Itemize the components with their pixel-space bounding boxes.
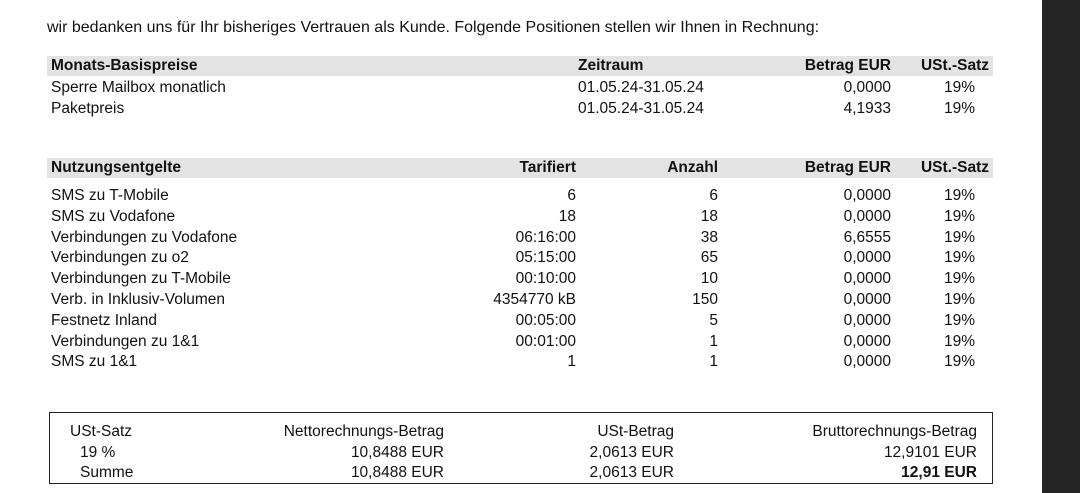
row-ust: 19%: [943, 99, 975, 117]
row-anzahl: 10: [700, 270, 718, 288]
row-anzahl: 65: [700, 249, 718, 267]
summary-rate-brutto: 12,9101 EUR: [883, 443, 977, 461]
row-betrag: 0,0000: [843, 207, 891, 225]
row-tarifiert: 06:16:00: [515, 228, 576, 246]
summary-total-row: [50, 463, 992, 484]
summary-rate-ustbetrag: 2,0613 EUR: [589, 443, 674, 461]
summary-header-ust: USt-Satz: [70, 423, 133, 440]
nutzung-header-betrag: Betrag EUR: [804, 159, 891, 176]
basis-table: [47, 56, 993, 120]
table-row: [47, 311, 993, 332]
row-betrag: 0,0000: [843, 290, 891, 308]
basis-header-name: Monats-Basispreise: [51, 57, 198, 74]
row-name: Sperre Mailbox monatlich: [51, 79, 226, 96]
row-tarifiert: 6: [567, 187, 576, 204]
basis-header-ust: USt.-Satz: [920, 57, 989, 74]
nutzung-header: [47, 158, 993, 178]
row-zeitraum: 01.05.24-31.05.24: [578, 99, 704, 117]
summary-box: [49, 412, 993, 484]
nutzung-header-name: Nutzungsentgelte: [51, 159, 182, 176]
row-anzahl: 150: [692, 290, 718, 308]
table-row: [47, 78, 993, 99]
row-name: SMS zu 1&1: [51, 353, 138, 371]
row-ust: 19%: [943, 353, 975, 371]
row-zeitraum: 01.05.24-31.05.24: [578, 79, 704, 96]
row-tarifiert: 1: [567, 353, 576, 371]
table-row: [47, 352, 993, 373]
row-tarifiert: 00:05:00: [515, 311, 576, 329]
row-betrag: 6,6555: [843, 228, 891, 246]
viewer-side-strip: [1042, 0, 1080, 493]
row-betrag: 0,0000: [843, 311, 891, 329]
summary-header-netto: Nettorechnungs-Betrag: [283, 423, 444, 440]
row-name: Verb. in Inklusiv-Volumen: [51, 290, 226, 308]
row-tarifiert: 18: [558, 207, 576, 225]
row-name: Paketpreis: [51, 99, 125, 117]
row-ust: 19%: [943, 332, 975, 350]
row-name: Verbindungen zu Vodafone: [51, 228, 238, 246]
summary-header-ustbetrag: USt-Betrag: [597, 423, 674, 440]
row-betrag: 0,0000: [843, 187, 891, 204]
row-ust: 19%: [943, 311, 975, 329]
table-row: [47, 332, 993, 353]
nutzung-table: [47, 158, 993, 373]
intro-text: wir bedanken uns für Ihr bisheriges Vertrauen als Kunde. Folgende Positionen stellen wir Ihnen in Rechnung:: [47, 19, 820, 36]
row-name: Festnetz Inland: [51, 311, 157, 329]
row-anzahl: 1: [709, 353, 718, 371]
row-ust: 19%: [943, 187, 975, 204]
row-name: Verbindungen zu o2: [51, 249, 189, 267]
row-anzahl: 38: [700, 228, 718, 246]
summary-total-ustbetrag: 2,0613 EUR: [589, 464, 674, 481]
nutzung-header-tarifiert: Tarifiert: [519, 159, 576, 176]
row-betrag: 0,0000: [843, 353, 891, 371]
row-ust: 19%: [943, 290, 975, 308]
summary-rate-netto: 10,8488 EUR: [350, 443, 444, 461]
summary-total-netto: 10,8488 EUR: [350, 464, 444, 481]
row-tarifiert: 00:10:00: [515, 270, 576, 288]
row-anzahl: 1: [709, 332, 718, 350]
summary-rate-row: [50, 443, 992, 464]
nutzung-header-anzahl: Anzahl: [667, 159, 718, 176]
table-row: [47, 99, 993, 120]
basis-header-betrag: Betrag EUR: [804, 57, 891, 74]
summary-header-row: [50, 422, 992, 443]
row-betrag: 4,1933: [843, 99, 891, 117]
row-betrag: 0,0000: [843, 79, 891, 96]
row-ust: 19%: [943, 249, 975, 267]
row-tarifiert: 05:15:00: [515, 249, 576, 267]
row-ust: 19%: [943, 79, 975, 96]
summary-total-label: Summe: [80, 464, 134, 481]
row-ust: 19%: [943, 270, 975, 288]
basis-header-zeitraum: Zeitraum: [578, 57, 644, 74]
table-row: [47, 186, 993, 207]
table-row: [47, 269, 993, 290]
row-anzahl: 5: [709, 311, 718, 329]
summary-total-brutto: 12,91 EUR: [901, 464, 977, 481]
row-betrag: 0,0000: [843, 332, 891, 350]
table-row: [47, 228, 993, 249]
nutzung-header-ust: USt.-Satz: [920, 159, 989, 176]
row-betrag: 0,0000: [843, 270, 891, 288]
row-ust: 19%: [943, 228, 975, 246]
row-name: Verbindungen zu T-Mobile: [51, 270, 231, 288]
row-betrag: 0,0000: [843, 249, 891, 267]
row-name: Verbindungen zu 1&1: [51, 332, 200, 350]
nutzung-rows: [47, 186, 993, 373]
row-anzahl: 6: [709, 187, 718, 204]
row-anzahl: 18: [700, 207, 718, 225]
row-tarifiert: 00:01:00: [515, 332, 576, 350]
table-row: [47, 248, 993, 269]
basis-header: [47, 56, 993, 76]
row-name: SMS zu T-Mobile: [51, 187, 169, 204]
row-name: SMS zu Vodafone: [51, 207, 176, 225]
summary-rate-ust: 19 %: [80, 443, 116, 461]
table-row: [47, 290, 993, 311]
table-row: [47, 207, 993, 228]
summary-header-brutto: Bruttorechnungs-Betrag: [812, 423, 977, 440]
row-tarifiert: 4354770 kB: [493, 290, 576, 308]
row-ust: 19%: [943, 207, 975, 225]
